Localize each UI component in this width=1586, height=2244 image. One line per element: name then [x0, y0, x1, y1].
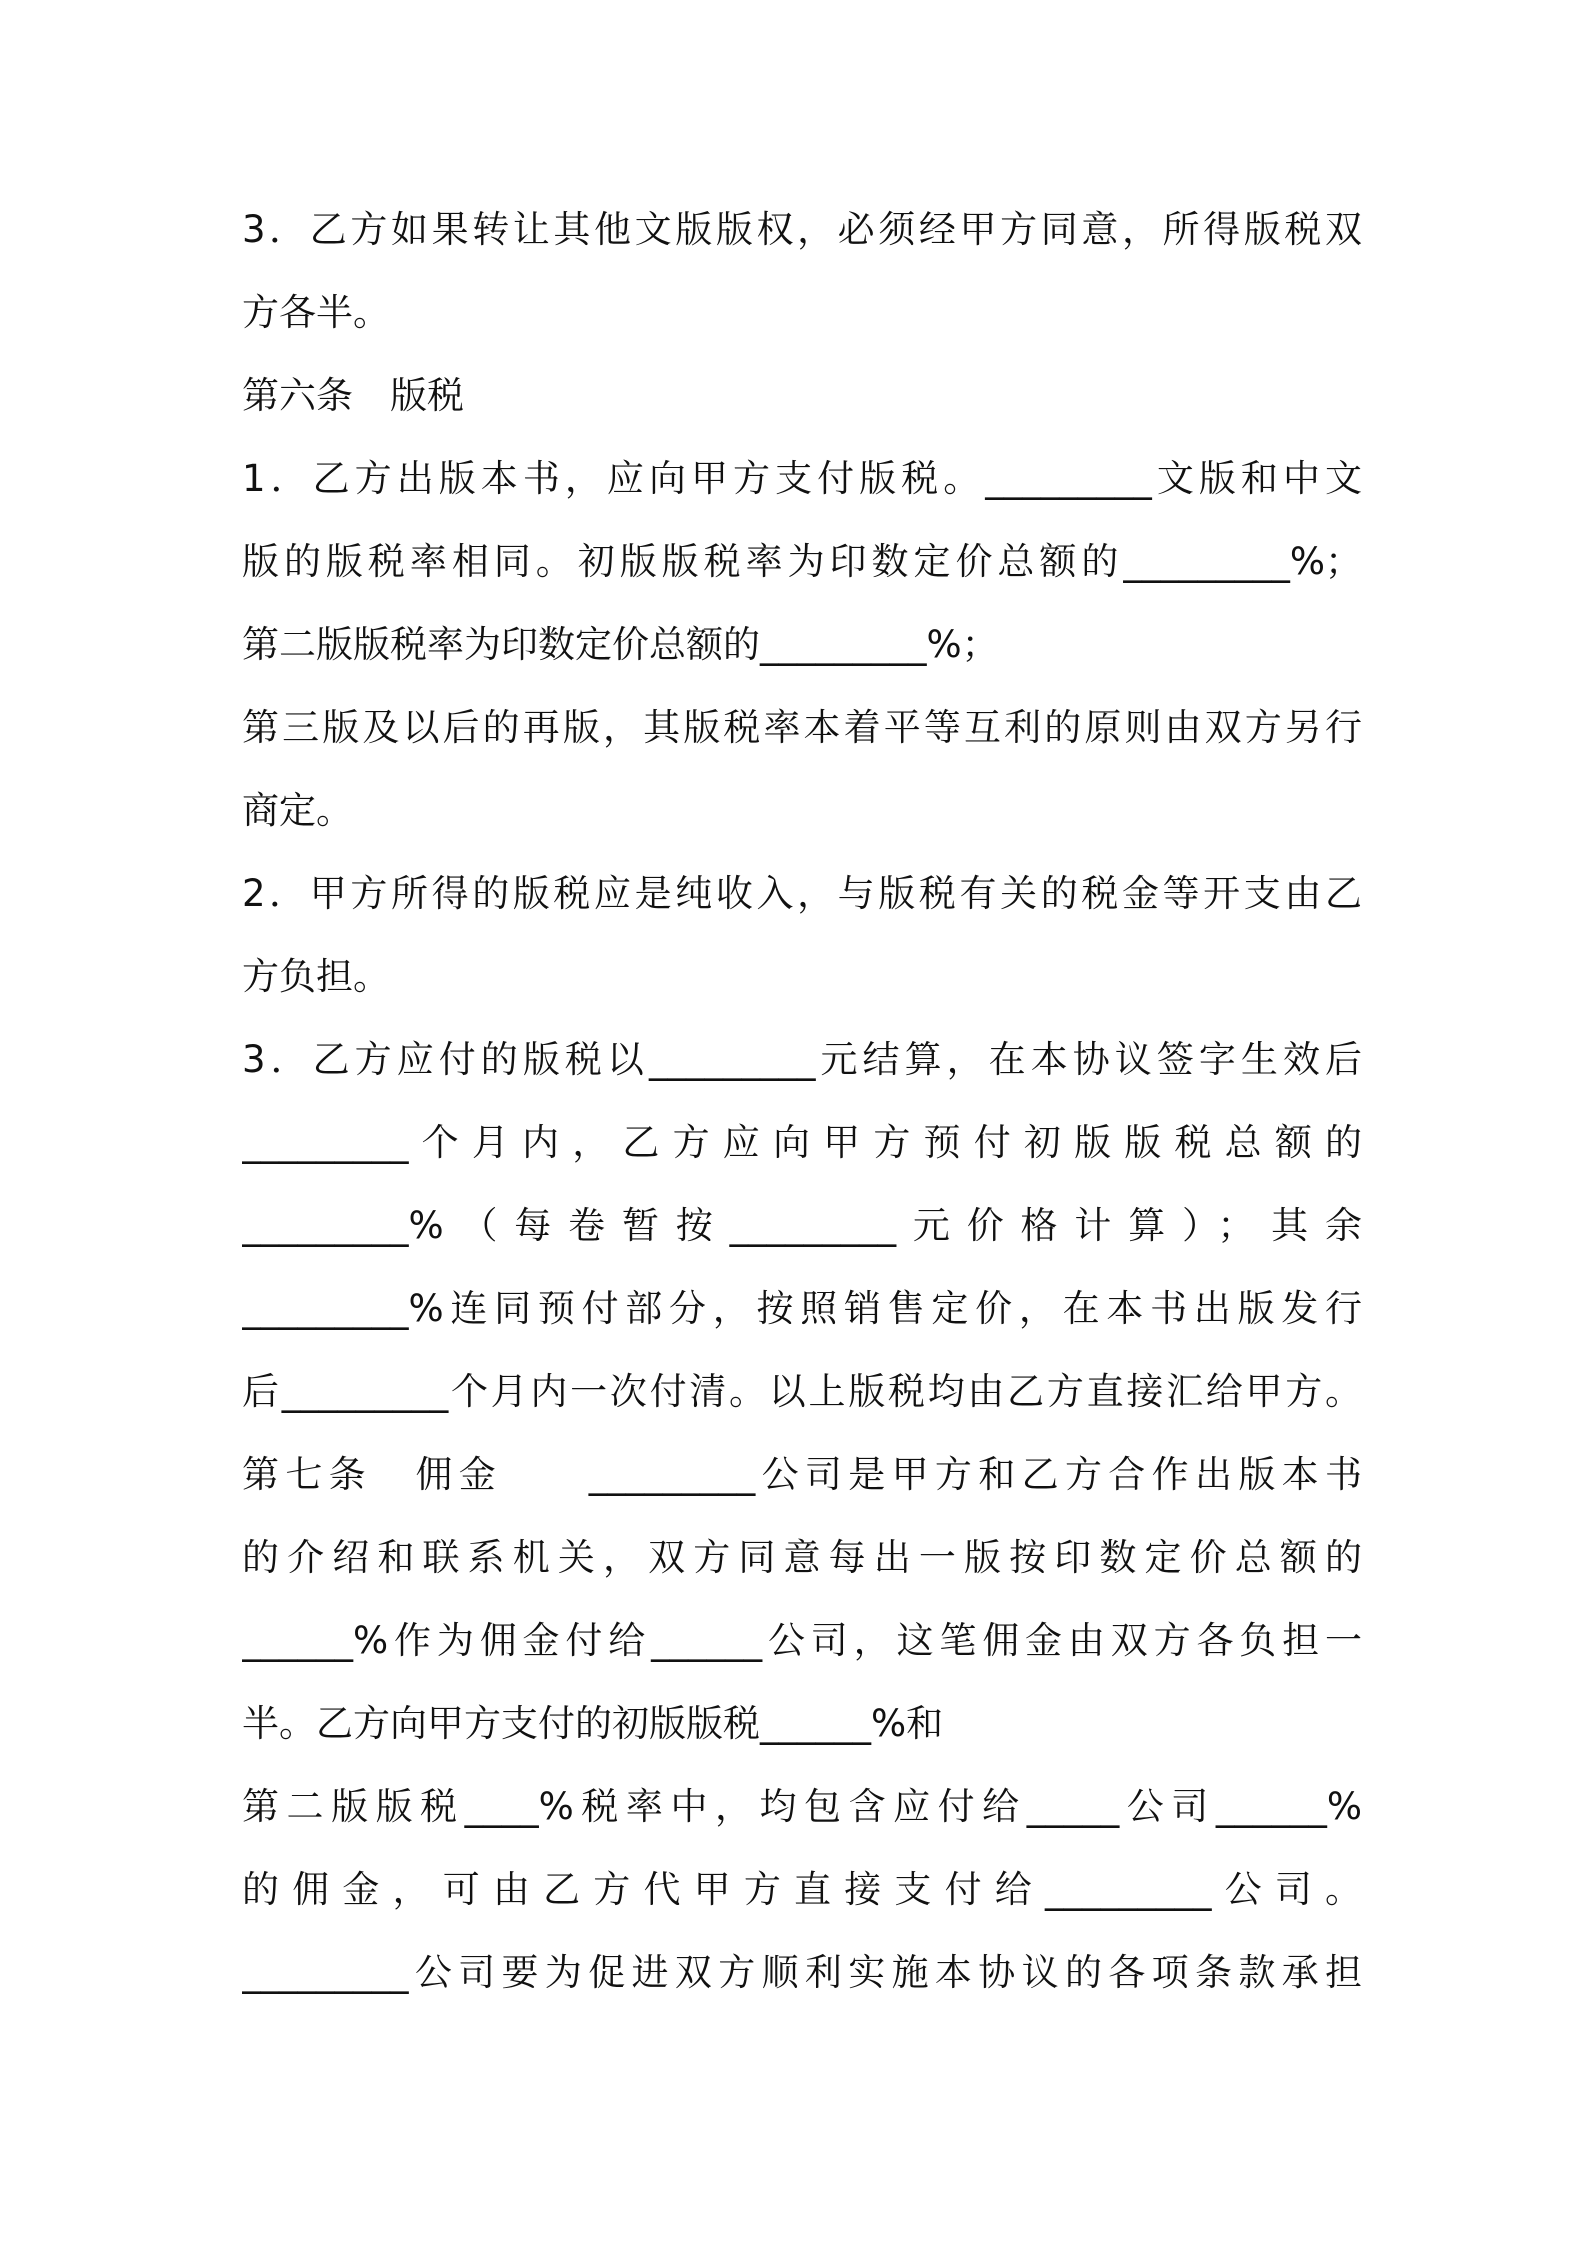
text-line: 第二版版税____%税率中，均包含应付给_____公司______%: [242, 1785, 1362, 1828]
text-line: 的介绍和联系机关，双方同意每出一版按印数定价总额的: [242, 1536, 1362, 1579]
text-line: _________公司要为促进双方顺利实施本协议的各项条款承担: [242, 1951, 1362, 1994]
text-line: 第二版版税率为印数定价总额的_________%；: [242, 623, 999, 666]
text-line: 后_________个月内一次付清。以上版税均由乙方直接汇给甲方。: [242, 1370, 1362, 1413]
text-line: 3．乙方应付的版税以_________元结算，在本协议签字生效后: [242, 1038, 1362, 1081]
text-line: 方负担。: [242, 955, 390, 998]
section-heading: 第七条 佣金 _________公司是甲方和乙方合作出版本书: [242, 1453, 1362, 1496]
text-line: 商定。: [242, 789, 353, 832]
text-line: 3．乙方如果转让其他文版版权，必须经甲方同意，所得版税双: [242, 208, 1362, 251]
section-heading: 第六条 版税: [242, 374, 464, 417]
text-line: _________%（每卷暂按_________元价格计算）；其余: [242, 1204, 1362, 1247]
text-line: 第三版及以后的再版，其版税率本着平等互利的原则由双方另行: [242, 706, 1362, 749]
text-line: ______%作为佣金付给______公司，这笔佣金由双方各负担一: [242, 1619, 1362, 1662]
text-line: 方各半。: [242, 291, 390, 334]
text-line: 1．乙方出版本书，应向甲方支付版税。_________文版和中文: [242, 457, 1362, 500]
text-line: _________个月内，乙方应向甲方预付初版版税总额的: [242, 1121, 1362, 1164]
text-line: 2．甲方所得的版税应是纯收入，与版税有关的税金等开支由乙: [242, 872, 1362, 915]
text-line: 版的版税率相同。初版版税率为印数定价总额的_________%；: [242, 540, 1362, 583]
text-line: 半。乙方向甲方支付的初版版税______%和: [242, 1702, 944, 1745]
text-line: _________%连同预付部分，按照销售定价，在本书出版发行: [242, 1287, 1362, 1330]
text-line: 的佣金，可由乙方代甲方直接支付给_________公司。: [242, 1868, 1362, 1911]
